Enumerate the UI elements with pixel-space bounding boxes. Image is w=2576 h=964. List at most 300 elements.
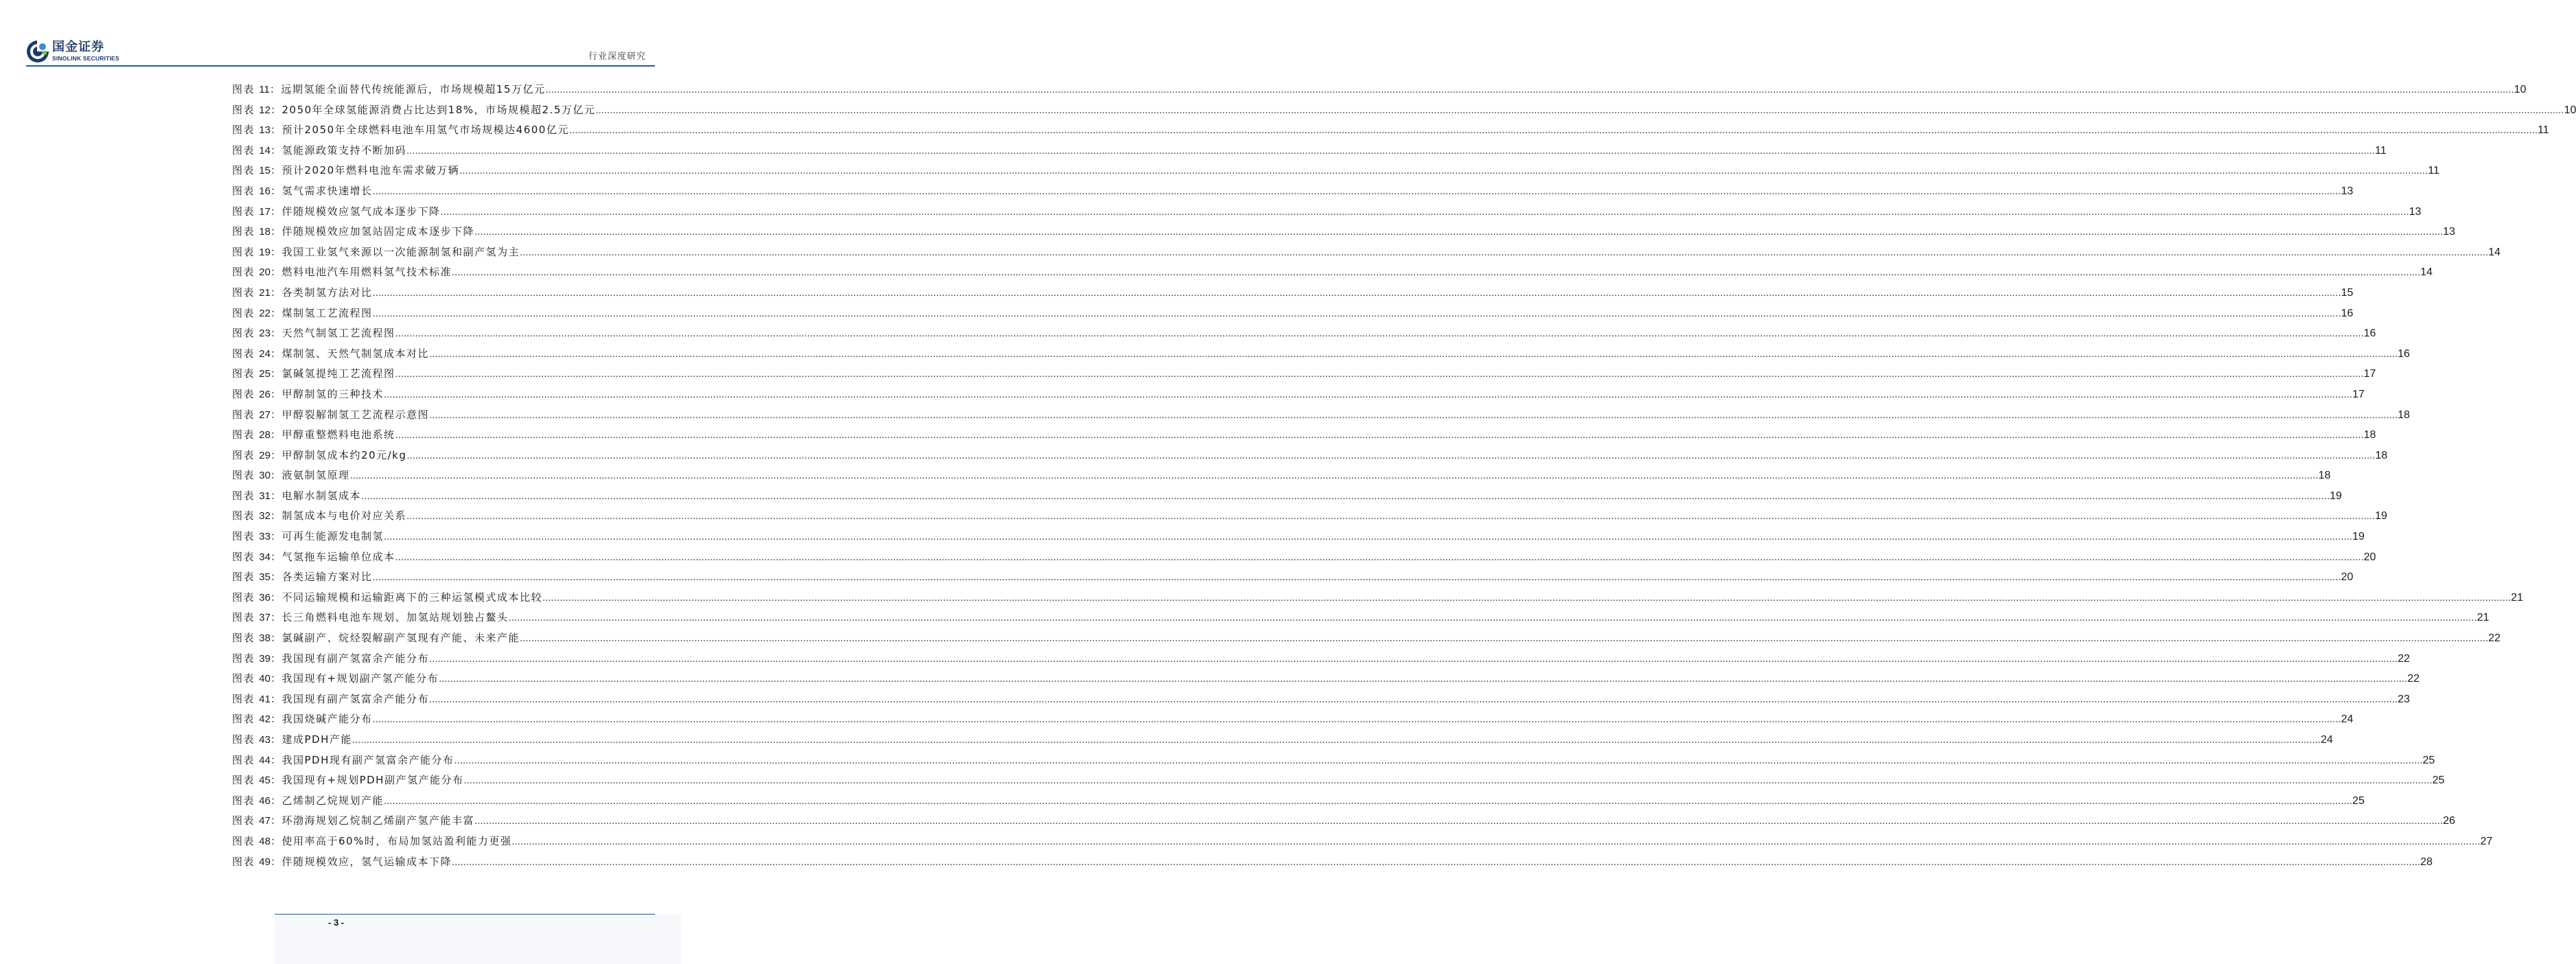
toc-entry-page: 19 <box>2352 531 2365 543</box>
toc-entry-colon: ： <box>270 753 282 766</box>
toc-entry-page: 24 <box>2341 713 2354 726</box>
toc-entry-colon: ： <box>270 632 282 645</box>
toc-entry[interactable] <box>232 590 2524 610</box>
toc-entry[interactable] <box>232 183 2354 204</box>
toc-entry-title: 煤制氢工艺流程图 <box>281 306 373 319</box>
toc-entry[interactable] <box>232 651 2411 672</box>
toc-entry-title: 环渤海规划乙烷制乙烯副产氢产能丰富 <box>281 814 475 827</box>
toc-entry-number: 25 <box>259 368 271 380</box>
toc-entry-label <box>232 346 282 360</box>
toc-entry-label <box>232 732 282 746</box>
toc-entry-title: 甲醇重整燃料电池系统 <box>281 428 395 441</box>
toc-entry-page: 18 <box>2397 409 2411 421</box>
toc-entry-title: 氯碱氢提纯工艺流程图 <box>281 367 395 380</box>
toc-dot-leader <box>545 84 2514 95</box>
toc-entry-colon: ： <box>270 124 282 137</box>
toc-dot-leader <box>459 165 2428 176</box>
toc-entry-page: 17 <box>2363 368 2376 380</box>
sinolink-logo-icon <box>26 40 49 63</box>
toc-dot-leader <box>429 409 2397 421</box>
toc-entry-colon: ： <box>270 144 282 157</box>
toc-dot-leader <box>373 713 2341 725</box>
toc-entry-page: 10 <box>2514 84 2527 95</box>
toc-entry-colon: ： <box>270 509 282 523</box>
toc-entry-title: 气氢拖车运输单位成本 <box>281 550 395 563</box>
toc-entry[interactable] <box>232 387 2365 407</box>
toc-entry[interactable] <box>232 224 2456 244</box>
toc-entry-colon: ： <box>269 83 281 95</box>
toc-entry[interactable] <box>232 834 2493 854</box>
toc-entry-colon: ： <box>270 794 282 807</box>
toc-entry-number: 16 <box>259 185 271 197</box>
figure-list <box>232 82 2576 874</box>
toc-entry[interactable] <box>232 671 2420 691</box>
toc-entry-page: 13 <box>2408 205 2422 218</box>
toc-entry[interactable] <box>232 143 2387 163</box>
toc-entry-label <box>232 691 282 706</box>
toc-entry-colon: ： <box>270 530 282 543</box>
toc-entry[interactable] <box>232 488 2343 509</box>
toc-entry-title: 使用率高于60%时，布局加氢站盈利能力更强 <box>281 834 512 847</box>
toc-entry-title: 我国烧碱产能分布 <box>281 713 373 726</box>
toc-entry-title: 伴随规模效应加氢站固定成本逐步下降 <box>281 225 475 238</box>
toc-entry-title: 燃料电池汽车用燃料氢气技术标准 <box>281 266 452 279</box>
toc-entry-colon: ： <box>270 590 282 604</box>
toc-entry-prefix: 图表 <box>232 306 255 319</box>
toc-entry-title: 我国现有副产氢富余产能分布 <box>281 692 430 705</box>
toc-entry[interactable] <box>232 285 2354 306</box>
toc-entry-number: 45 <box>259 774 271 787</box>
toc-entry[interactable] <box>232 346 2411 367</box>
toc-dot-leader <box>454 755 2422 766</box>
page-header <box>0 0 682 69</box>
toc-entry-prefix: 图表 <box>232 347 255 360</box>
toc-entry-colon: ： <box>270 367 282 380</box>
toc-entry-label <box>232 183 282 198</box>
toc-entry[interactable] <box>232 529 2365 549</box>
toc-entry-title: 我国现有副产氢富余产能分布 <box>281 652 430 665</box>
toc-entry-number: 43 <box>259 734 271 746</box>
toc-dot-leader <box>395 429 2364 441</box>
toc-entry-number: 42 <box>259 713 271 726</box>
toc-entry-number: 48 <box>259 835 271 847</box>
toc-entry-colon: ： <box>270 489 282 502</box>
toc-dot-leader <box>352 734 2321 746</box>
toc-dot-leader <box>452 266 2420 278</box>
toc-entry-title: 远期氢能全面替代传统能源后，市场规模超15万亿元 <box>281 83 546 95</box>
toc-dot-leader <box>441 206 2409 218</box>
toc-entry-prefix: 图表 <box>232 550 255 563</box>
toc-entry-label <box>232 834 282 848</box>
toc-entry-prefix: 图表 <box>232 428 255 441</box>
toc-entry-page: 16 <box>2397 347 2411 360</box>
toc-entry-label <box>232 407 282 422</box>
toc-entry-page: 20 <box>2363 551 2376 563</box>
toc-entry-title: 氯碱副产、烷烃裂解副产氢现有产能、未来产能 <box>281 632 520 645</box>
toc-entry-title: 我国PDH现有副产氢富余产能分布 <box>281 753 455 766</box>
toc-entry-label <box>232 325 282 340</box>
toc-entry-page: 23 <box>2397 693 2411 705</box>
toc-entry-page: 19 <box>2375 510 2388 523</box>
toc-entry-prefix: 图表 <box>232 530 255 543</box>
toc-dot-leader <box>384 795 2352 807</box>
toc-entry-title: 各类制氢方法对比 <box>281 286 373 299</box>
toc-entry-title: 乙烯制乙烷规划产能 <box>281 794 384 807</box>
footer-divider <box>275 914 655 915</box>
toc-entry-label <box>232 793 282 807</box>
toc-entry-page: 14 <box>2420 266 2433 279</box>
toc-entry-colon: ： <box>270 571 282 584</box>
toc-entry-number: 13 <box>259 124 271 137</box>
toc-entry[interactable] <box>232 630 2501 651</box>
toc-entry-prefix: 图表 <box>232 590 255 604</box>
toc-entry-number: 41 <box>259 693 271 705</box>
toc-dot-leader <box>361 490 2330 502</box>
toc-entry-label <box>232 244 282 259</box>
toc-entry[interactable] <box>232 264 2433 285</box>
toc-entry-colon: ： <box>270 774 282 787</box>
toc-dot-leader <box>384 531 2352 542</box>
toc-entry-colon: ： <box>270 834 282 847</box>
toc-dot-leader <box>395 551 2364 563</box>
toc-entry-label <box>232 122 282 137</box>
toc-entry-number: 15 <box>259 165 271 177</box>
toc-entry-colon: ： <box>270 184 282 197</box>
toc-entry-label <box>232 387 282 401</box>
logo-english-name: SINOLINK SECURITIES <box>52 55 119 62</box>
toc-entry-page: 17 <box>2352 388 2365 400</box>
toc-entry[interactable] <box>232 691 2411 712</box>
toc-entry[interactable] <box>232 366 2376 387</box>
toc-entry-number: 14 <box>259 144 271 157</box>
toc-entry-label <box>232 813 282 827</box>
toc-entry-label <box>232 772 282 787</box>
toc-entry-prefix: 图表 <box>232 855 255 868</box>
toc-entry[interactable] <box>232 569 2354 590</box>
toc-entry-prefix: 图表 <box>232 672 255 685</box>
toc-entry-page: 14 <box>2488 246 2501 258</box>
toc-dot-leader <box>542 592 2511 604</box>
toc-entry-title: 甲醇制氢的三种技术 <box>281 387 384 400</box>
toc-entry-colon: ： <box>270 408 282 421</box>
toc-entry[interactable] <box>232 306 2354 326</box>
toc-entry-prefix: 图表 <box>232 408 255 421</box>
toc-entry-page: 25 <box>2352 794 2365 807</box>
toc-entry-page: 13 <box>2443 226 2456 238</box>
toc-entry-prefix: 图表 <box>232 448 255 461</box>
toc-entry-title: 伴随规模效应，氢气运输成本下降 <box>281 855 452 868</box>
toc-entry-page: 11 <box>2375 144 2387 157</box>
toc-entry-number: 19 <box>259 246 271 258</box>
toc-entry-colon: ： <box>270 652 282 665</box>
toc-dot-leader <box>406 145 2375 157</box>
toc-entry-page: 22 <box>2488 632 2501 645</box>
toc-entry-title: 预计2020年燃料电池车需求破万辆 <box>281 164 460 177</box>
toc-entry-number: 20 <box>259 266 271 279</box>
toc-entry-colon: ： <box>270 814 282 827</box>
toc-entry[interactable] <box>232 325 2376 346</box>
toc-entry-number: 37 <box>259 612 271 624</box>
toc-entry-page: 25 <box>2432 774 2445 787</box>
toc-entry-number: 36 <box>259 591 271 604</box>
toc-entry-number: 47 <box>259 815 271 827</box>
toc-entry-title: 甲醇制氢成本约20元/kg <box>281 448 407 461</box>
toc-entry-label <box>232 163 282 177</box>
toc-entry-number: 49 <box>259 856 271 868</box>
toc-entry-prefix: 图表 <box>232 103 255 116</box>
toc-entry[interactable] <box>232 732 2333 753</box>
toc-entry-label <box>232 366 282 380</box>
toc-entry[interactable] <box>232 854 2433 875</box>
toc-entry-title: 天然气制氢工艺流程图 <box>281 327 395 340</box>
toc-entry-label <box>232 529 282 543</box>
toc-dot-leader <box>406 510 2375 522</box>
toc-entry-title: 制氢成本与电价对应关系 <box>281 509 407 523</box>
toc-entry-label <box>232 143 282 157</box>
toc-entry-prefix: 图表 <box>232 794 255 807</box>
toc-dot-leader <box>595 104 2564 116</box>
company-logo <box>26 40 119 63</box>
toc-entry-label <box>232 610 282 624</box>
toc-entry-page: 22 <box>2407 673 2420 685</box>
toc-entry-page: 10 <box>2564 104 2576 116</box>
toc-entry-prefix: 图表 <box>232 245 255 258</box>
toc-entry-page: 11 <box>2428 165 2440 177</box>
toc-entry-prefix: 图表 <box>232 144 255 157</box>
toc-entry-page: 19 <box>2330 490 2343 502</box>
toc-entry[interactable] <box>232 448 2388 468</box>
toc-entry-colon: ： <box>270 327 282 340</box>
toc-entry-number: 29 <box>259 449 271 461</box>
toc-entry-colon: ： <box>270 164 282 177</box>
toc-entry[interactable] <box>232 711 2354 732</box>
toc-entry-label <box>232 488 282 503</box>
toc-entry-page: 20 <box>2341 571 2354 584</box>
toc-dot-leader <box>429 693 2397 705</box>
toc-entry-label <box>232 651 282 665</box>
toc-entry-number: 26 <box>259 388 271 400</box>
toc-dot-leader <box>439 673 2407 685</box>
toc-entry-label <box>232 569 282 584</box>
toc-entry-number: 40 <box>259 673 271 685</box>
toc-entry-colon: ： <box>270 286 282 299</box>
toc-entry-label <box>232 285 282 299</box>
toc-entry[interactable] <box>232 793 2365 814</box>
toc-entry-prefix: 图表 <box>232 164 255 177</box>
toc-entry[interactable] <box>232 549 2376 570</box>
toc-entry-label <box>232 468 282 482</box>
toc-entry[interactable] <box>232 102 2576 123</box>
toc-entry[interactable] <box>232 813 2456 834</box>
toc-entry-title: 伴随规模效应氢气成本逐步下降 <box>281 205 441 218</box>
toc-entry-title: 我国工业氢气来源以一次能源制氢和副产氢为主 <box>281 245 520 258</box>
toc-entry-colon: ： <box>270 347 282 360</box>
toc-entry-prefix: 图表 <box>232 286 255 299</box>
toc-entry-colon: ： <box>270 550 282 563</box>
toc-entry-number: 12 <box>259 104 271 116</box>
toc-entry[interactable] <box>232 753 2435 773</box>
toc-entry-prefix: 图表 <box>232 387 255 400</box>
toc-entry-label <box>232 854 282 869</box>
toc-entry-title: 我国现有+规划副产氢产能分布 <box>281 672 439 685</box>
toc-entry[interactable] <box>232 244 2501 265</box>
toc-entry-page: 22 <box>2397 652 2411 665</box>
toc-entry-prefix: 图表 <box>232 266 255 279</box>
toc-entry-label <box>232 448 282 462</box>
toc-dot-leader <box>395 368 2364 380</box>
toc-entry-page: 16 <box>2363 328 2376 340</box>
toc-entry[interactable] <box>232 508 2388 529</box>
toc-entry-page: 21 <box>2476 612 2489 624</box>
toc-entry-title: 甲醇裂解制氢工艺流程示意图 <box>281 408 430 421</box>
toc-entry-number: 18 <box>259 226 271 238</box>
toc-dot-leader <box>474 226 2443 238</box>
toc-entry-number: 33 <box>259 531 271 543</box>
toc-entry-number: 39 <box>259 652 271 665</box>
toc-entry-number: 46 <box>259 794 271 807</box>
toc-entry-number: 27 <box>259 409 271 421</box>
toc-entry-number: 32 <box>259 510 271 523</box>
toc-entry-colon: ： <box>270 245 282 258</box>
toc-entry-title: 液氨制氢原理 <box>281 469 350 482</box>
toc-entry-prefix: 图表 <box>232 184 255 197</box>
toc-entry[interactable] <box>232 427 2376 448</box>
toc-entry-title: 氢气需求快速增长 <box>281 184 373 197</box>
toc-entry-label <box>232 102 282 117</box>
toc-entry-page: 27 <box>2480 835 2493 847</box>
toc-dot-leader <box>373 287 2341 299</box>
toc-entry-label <box>232 306 282 320</box>
toc-dot-leader <box>520 632 2488 644</box>
toc-entry-colon: ： <box>270 428 282 441</box>
toc-entry-prefix: 图表 <box>232 814 255 827</box>
toc-entry-prefix: 图表 <box>232 713 255 726</box>
toc-dot-leader <box>429 653 2397 665</box>
toc-entry[interactable] <box>232 163 2440 183</box>
logo-wordmark <box>52 41 119 62</box>
toc-entry-prefix: 图表 <box>232 834 255 847</box>
toc-entry-label <box>232 671 282 685</box>
toc-entry-number: 24 <box>259 347 271 360</box>
toc-entry-label <box>232 508 282 523</box>
toc-entry-prefix: 图表 <box>232 632 255 645</box>
toc-entry-colon: ： <box>270 225 282 238</box>
toc-entry-prefix: 图表 <box>232 509 255 523</box>
toc-entry-colon: ： <box>270 306 282 319</box>
toc-entry-colon: ： <box>270 387 282 400</box>
toc-entry-page: 13 <box>2341 185 2354 197</box>
toc-entry-title: 氢能源政策支持不断加码 <box>281 144 407 157</box>
toc-entry-title: 预计2050年全球燃料电池车用氢气市场规模达4600亿元 <box>281 124 569 137</box>
toc-entry-prefix: 图表 <box>232 225 255 238</box>
toc-dot-leader <box>373 308 2341 319</box>
toc-dot-leader <box>511 836 2480 847</box>
page-number: - 3 - <box>328 917 345 928</box>
toc-entry-label <box>232 753 282 767</box>
toc-entry-title: 电解水制氢成本 <box>281 489 362 502</box>
toc-dot-leader <box>350 470 2319 481</box>
toc-entry-number: 34 <box>259 551 271 563</box>
toc-entry-label <box>232 590 282 604</box>
toc-entry-page: 26 <box>2443 815 2456 827</box>
toc-entry-number: 44 <box>259 754 271 766</box>
toc-entry-prefix: 图表 <box>232 733 255 746</box>
toc-entry-prefix: 图表 <box>232 327 255 340</box>
toc-entry[interactable] <box>232 407 2411 428</box>
toc-entry-prefix: 图表 <box>232 83 255 95</box>
toc-entry-prefix: 图表 <box>232 753 255 766</box>
toc-entry-title: 各类运输方案对比 <box>281 571 373 584</box>
toc-entry-label <box>232 427 282 441</box>
toc-entry-label <box>232 224 282 238</box>
toc-entry-number: 17 <box>259 205 271 218</box>
toc-entry-title: 长三角燃料电池车规划、加氢站规划独占鳌头 <box>281 611 509 624</box>
toc-entry-colon: ： <box>270 672 282 685</box>
toc-entry-page: 18 <box>2318 470 2331 482</box>
toc-entry[interactable] <box>232 468 2331 488</box>
toc-dot-leader <box>373 185 2341 197</box>
footer-blank <box>0 906 275 964</box>
toc-entry-label <box>232 204 282 218</box>
toc-entry-page: 11 <box>2538 124 2549 137</box>
toc-entry-colon: ： <box>270 692 282 705</box>
toc-entry-number: 35 <box>259 571 271 584</box>
toc-entry-number: 23 <box>259 328 271 340</box>
toc-entry-page: 15 <box>2341 286 2354 299</box>
toc-entry-number: 31 <box>259 490 271 502</box>
toc-entry-page: 28 <box>2420 856 2433 868</box>
toc-entry-number: 21 <box>259 286 271 299</box>
logo-chinese-name: 国金证券 <box>52 40 104 55</box>
toc-entry-label <box>232 549 282 564</box>
toc-entry-colon: ： <box>270 611 282 624</box>
toc-entry-number: 28 <box>259 429 271 441</box>
toc-dot-leader <box>452 856 2420 868</box>
toc-entry-colon: ： <box>270 733 282 746</box>
toc-dot-leader <box>520 246 2488 258</box>
toc-entry-title: 煤制氢、天然气制氢成本对比 <box>281 347 430 360</box>
toc-entry-prefix: 图表 <box>232 124 255 137</box>
toc-entry-prefix: 图表 <box>232 774 255 787</box>
toc-entry-colon: ： <box>270 469 282 482</box>
toc-entry-page: 16 <box>2341 307 2354 319</box>
toc-entry-label <box>232 264 282 279</box>
toc-entry-label <box>232 630 282 645</box>
toc-entry[interactable] <box>232 772 2445 793</box>
toc-dot-leader <box>569 124 2538 136</box>
toc-entry-prefix: 图表 <box>232 205 255 218</box>
toc-entry-label <box>232 82 281 96</box>
toc-entry-prefix: 图表 <box>232 652 255 665</box>
toc-entry-colon: ： <box>270 448 282 461</box>
toc-entry-prefix: 图表 <box>232 489 255 502</box>
toc-entry-title: 2050年全球氢能源消费占比达到18%，市场规模超2.5万亿元 <box>281 103 596 116</box>
toc-entry[interactable] <box>232 610 2489 630</box>
header-divider <box>26 65 655 67</box>
toc-entry-page: 25 <box>2422 754 2435 766</box>
toc-dot-leader <box>373 571 2341 583</box>
toc-entry-prefix: 图表 <box>232 469 255 482</box>
toc-entry[interactable] <box>232 82 2527 102</box>
toc-entry-number: 38 <box>259 632 271 645</box>
toc-entry[interactable] <box>232 122 2549 143</box>
toc-entry-page: 24 <box>2321 734 2333 746</box>
toc-entry[interactable] <box>232 204 2422 225</box>
toc-entry-title: 建成PDH产能 <box>281 733 352 746</box>
toc-entry-title: 可再生能源发电制氢 <box>281 530 384 543</box>
toc-entry-page: 18 <box>2363 429 2376 441</box>
toc-entry-prefix: 图表 <box>232 692 255 705</box>
